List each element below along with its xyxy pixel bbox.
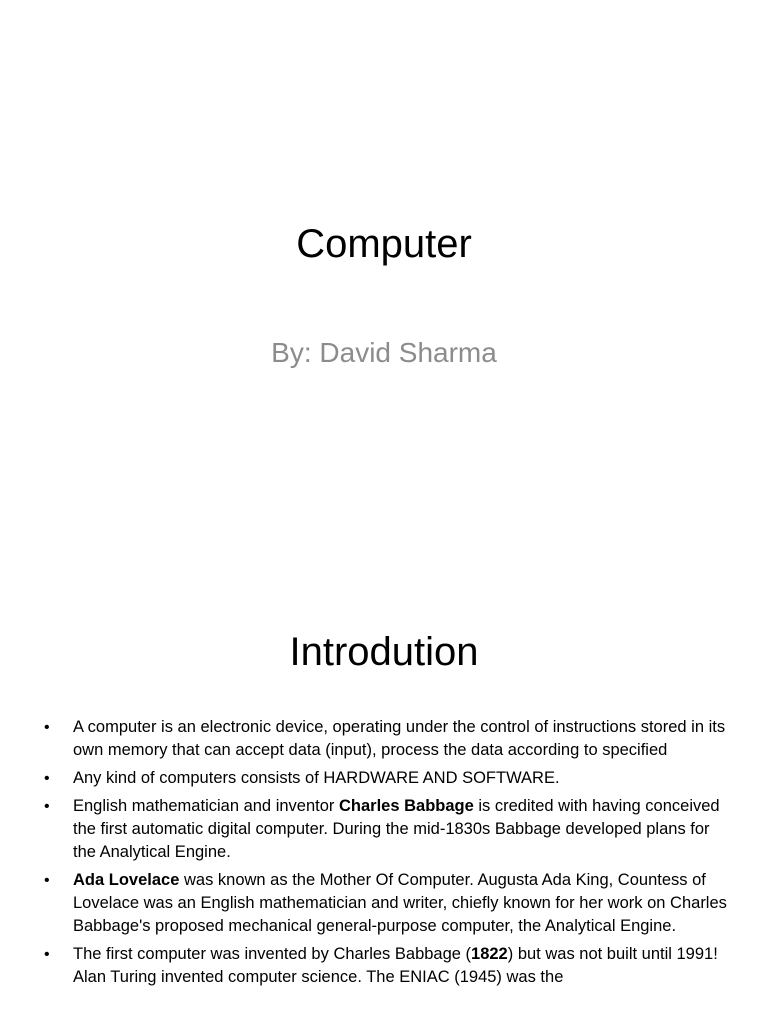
text-segment: is credited with having conceived the first automatic digital computer. During the mid-1830s Babbage developed plans for the Analytical Engine.	[73, 797, 720, 861]
bullet-text	[73, 769, 560, 787]
bullet-item	[38, 943, 728, 989]
bold-text: Ada Lovelace	[73, 871, 180, 889]
bullet-text	[73, 797, 720, 861]
bullet-item	[38, 869, 728, 938]
bullet-dot-icon: •	[44, 798, 50, 815]
bullet-dot-icon: •	[44, 770, 50, 787]
bullet-dot-icon: •	[44, 946, 50, 963]
text-segment: was known as the Mother Of Computer. Augusta Ada King, Countess of Lovelace was an English mathematician and writer, chiefly known for her work on Charles Babbage's proposed mechanical general-purpose computer, the Analytical Engine.	[73, 871, 727, 935]
bullet-text	[73, 945, 718, 986]
text-segment: ) but was not built until 1991! Alan Turing invented computer science. The ENIAC (1945) was the	[73, 945, 718, 986]
text-segment: English mathematician and inventor	[73, 797, 339, 815]
slide-title: Computer	[296, 222, 472, 266]
intro-slide	[0, 576, 768, 1024]
bullet-item	[38, 795, 728, 864]
slide-subtitle: By: David Sharma	[271, 337, 497, 368]
bullet-text	[73, 718, 725, 759]
bold-text: Charles Babbage	[338, 797, 474, 815]
bold-text: 1822	[471, 945, 508, 963]
bullet-dot-icon: •	[44, 719, 50, 736]
bullet-list	[38, 716, 728, 994]
text-segment: A computer is an electronic device, operating under the control of instructions stored in its own memory that can accept data (input), process the data according to specified	[73, 718, 726, 759]
bullet-item	[38, 767, 728, 790]
slide-title: Introdution	[289, 630, 479, 674]
bullet-dot-icon: •	[44, 872, 50, 889]
bullet-item	[38, 716, 728, 762]
text-segment: The first computer was invented by Charles Babbage (	[73, 945, 472, 963]
bullet-text	[73, 871, 727, 935]
text-segment: Any kind of computers consists of HARDWARE AND SOFTWARE.	[73, 769, 560, 787]
